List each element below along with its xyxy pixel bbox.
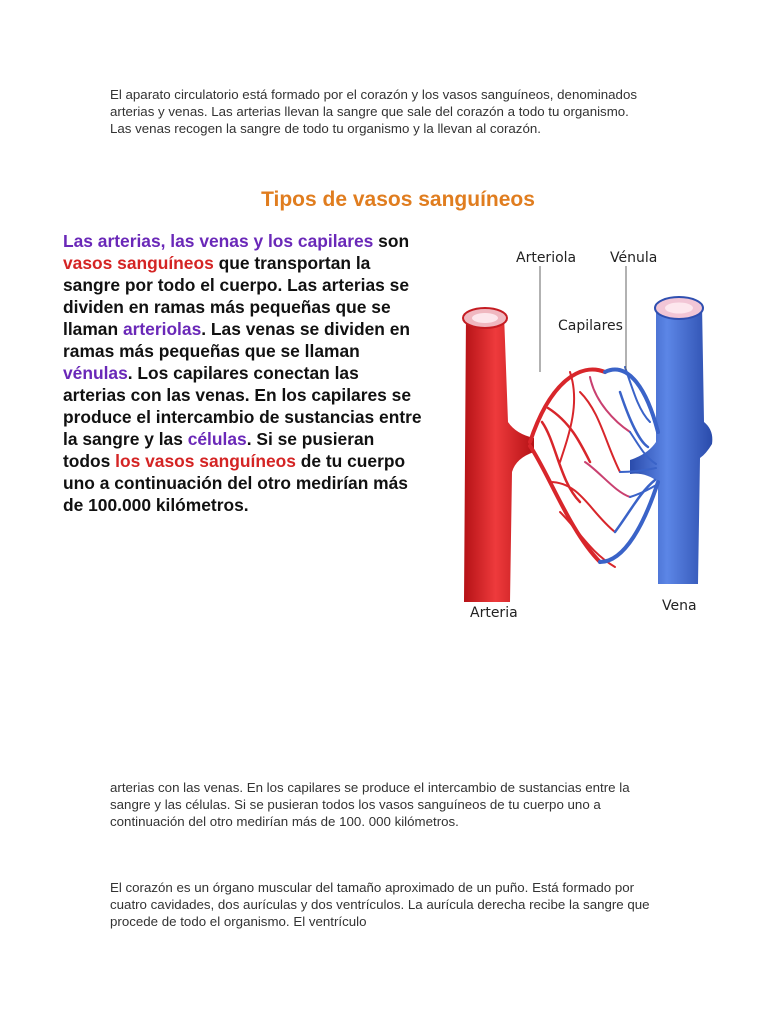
text-span-9: células xyxy=(187,429,247,449)
text-span-3: vasos sanguíneos xyxy=(63,253,214,273)
text-span-10: . Si se pusieran todos xyxy=(63,429,375,471)
text-span-1: Las arterias, las venas y los capilares xyxy=(63,231,374,251)
label-arteriola: Arteriola xyxy=(516,250,577,266)
artery-vessel xyxy=(464,314,534,602)
text-span-4: que transportan la sangre por todo el cuerpo. Las arterias se dividen en ramas más pequeñas que se llaman xyxy=(63,253,409,339)
text-span-5: arteriolas xyxy=(122,319,202,339)
continuation-paragraph: arterias con las venas. En los capilares se produce el intercambio de sustancias entre la sangre y las células. Si se pusieran todos los vasos sanguíneos de tu cuerpo uno a continuación del otro medirían más de 100. 000 kilómetros. xyxy=(110,780,630,829)
heart-paragraph: El corazón es un órgano muscular del tamaño aproximado de un puño. Está formado por cuatro cavidades, dos aurículas y dos ventrículos. La aurícula derecha recibe la sangre que procede de todo el organismo. El ventrículo xyxy=(110,880,650,929)
label-capilares: Capilares xyxy=(558,318,623,334)
text-span-2: son xyxy=(373,231,410,251)
figure-text xyxy=(63,230,423,516)
figure-title: Tipos de vasos sanguíneos xyxy=(261,188,535,211)
label-venula: Vénula xyxy=(610,250,658,266)
text-span-7: vénulas xyxy=(63,363,128,383)
blood-vessels-diagram xyxy=(430,232,730,632)
text-span-6: . Las venas se dividen en ramas más pequeñas que se llaman xyxy=(63,319,411,361)
intro-paragraph: El aparato circulatorio está formado por el corazón y los vasos sanguíneos, denominados arterias y venas. Las arterias llevan la sangre que sale del corazón a todo tu organismo. Las venas recogen la sangre de todo tu organismo y la llevan al corazón. xyxy=(110,87,637,136)
label-vena: Vena xyxy=(662,598,697,614)
vein-vessel xyxy=(630,304,712,584)
text-span-11: los vasos sanguíneos xyxy=(115,451,296,471)
label-arteria: Arteria xyxy=(470,605,518,621)
text-span-12: de tu cuerpo uno a continuación del otro medirían más de 100.000 kilómetros. xyxy=(63,451,408,515)
text-span-8: . Los capilares conectan las arterias con las venas. En los capilares se produce el intercambio de sustancias entre la sangre y las xyxy=(63,363,422,449)
